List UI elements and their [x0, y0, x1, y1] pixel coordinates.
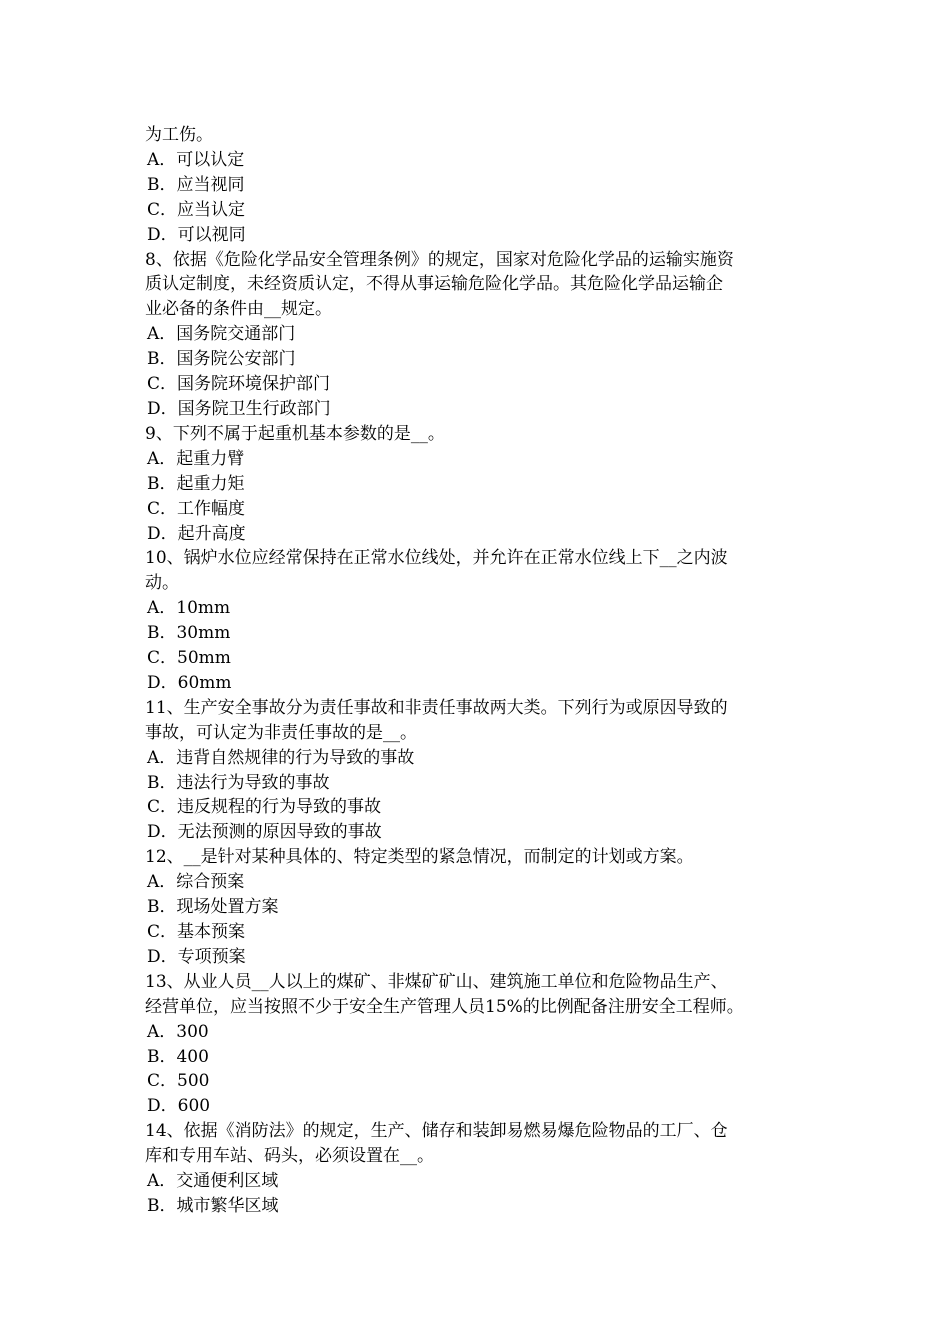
question-9-option-d: D．起升高度: [147, 523, 246, 544]
question-8-option-b: B．国务院公安部门: [147, 349, 296, 370]
option-a: A．可以认定: [147, 149, 245, 170]
question-11-line-2: 事故，可认定为非责任事故的是__。: [145, 722, 417, 743]
question-12-line-1: 12、__是针对某种具体的、特定类型的紧急情况，而制定的计划或方案。: [145, 847, 694, 868]
question-13-option-a: A．300: [147, 1021, 209, 1042]
question-14-line-2: 库和专用车站、码头，必须设置在__。: [145, 1146, 434, 1167]
question-13-option-b: B．400: [147, 1046, 209, 1067]
question-9-option-c: C．工作幅度: [147, 498, 246, 519]
question-11-option-b: B．违法行为导致的事故: [147, 772, 330, 793]
question-8-line-1: 8、依据《危险化学品安全管理条例》的规定，国家对危险化学品的运输实施资: [145, 249, 734, 270]
question-10-option-c: C．50mm: [147, 648, 231, 669]
question-12-option-c: C．基本预案: [147, 922, 246, 942]
question-10-option-b: B．30mm: [147, 623, 231, 644]
question-11-option-d: D．无法预测的原因导致的事故: [147, 822, 382, 843]
question-14-line-1: 14、依据《消防法》的规定，生产、储存和装卸易燃易爆危险物品的工厂、仓: [145, 1121, 728, 1142]
question-11-line-1: 11、生产安全事故分为责任事故和非责任事故两大类。下列行为或原因导致的: [145, 697, 728, 718]
question-11-option-a: A．违背自然规律的行为导致的事故: [147, 747, 415, 768]
question-14-option-a: A．交通便利区域: [147, 1171, 279, 1192]
page-content: [145, 123, 810, 1219]
option-d: D．可以视同: [147, 224, 246, 245]
question-12-option-b: B．现场处置方案: [147, 897, 279, 918]
question-10-option-d: D．60mm: [147, 672, 232, 693]
question-8-option-d: D．国务院卫生行政部门: [147, 398, 331, 419]
question-11-option-c: C．违反规程的行为导致的事故: [147, 797, 382, 818]
question-10-line-2: 动。: [145, 573, 179, 594]
question-9-option-a: A．起重力臂: [147, 448, 245, 469]
option-c: C．应当认定: [147, 199, 246, 220]
question-10-line-1: 10、锅炉水位应经常保持在正常水位线处，并允许在正常水位线上下__之内波: [145, 548, 728, 569]
option-b: B．应当视同: [147, 174, 245, 195]
question-8-line-3: 业必备的条件由__规定。: [145, 299, 332, 320]
question-13-option-d: D．600: [147, 1096, 211, 1117]
question-10-option-a: A．10mm: [147, 598, 231, 619]
lead-in-text: 为工伤。: [145, 125, 213, 145]
question-8-line-2: 质认定制度，未经资质认定，不得从事运输危险化学品。其危险化学品运输企: [145, 274, 723, 295]
question-13-option-c: C．500: [147, 1071, 210, 1092]
question-14-option-b: B．城市繁华区域: [147, 1195, 279, 1216]
question-9-option-b: B．起重力矩: [147, 473, 245, 494]
question-12-option-a: A．综合预案: [147, 872, 245, 893]
question-13-line-1: 13、从业人员__人以上的煤矿、非煤矿矿山、建筑施工单位和危险物品生产、: [145, 971, 728, 992]
question-8-option-a: A．国务院交通部门: [147, 324, 296, 345]
question-12-option-d: D．专项预案: [147, 946, 246, 967]
question-8-option-c: C．国务院环境保护部门: [147, 374, 331, 395]
question-13-line-2: 经营单位，应当按照不少于安全生产管理人员15%的比例配备注册安全工程师。: [145, 996, 744, 1017]
question-9-line-1: 9、下列不属于起重机基本参数的是__。: [145, 423, 445, 444]
